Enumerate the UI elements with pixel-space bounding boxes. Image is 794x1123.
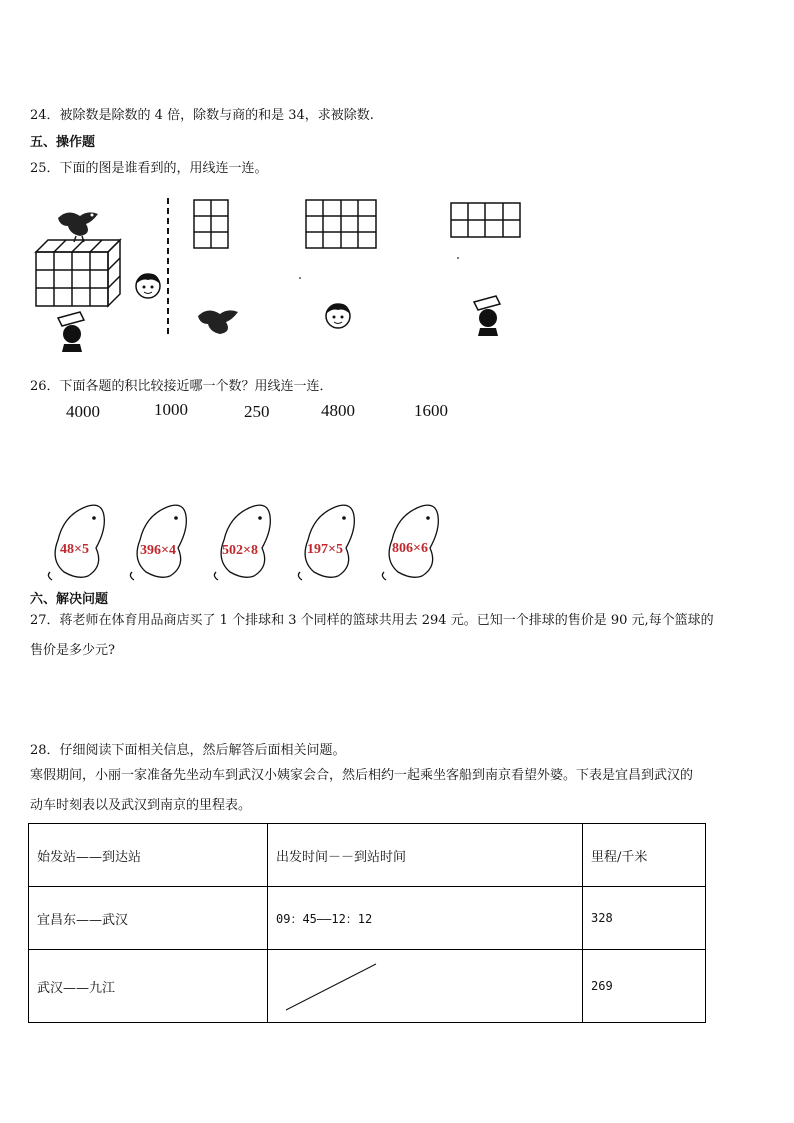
boy-hat-icon [58,312,84,352]
table-cell-route: 宜昌东——武汉 [29,887,268,950]
expression-label: 502×8 [222,543,258,558]
number-option: 250 [244,402,270,421]
number-option: 4800 [321,401,355,420]
question-26: 26．下面各题的积比较接近哪一个数？用线连一连． [30,379,333,394]
expression-label: 806×6 [392,541,428,556]
expression-label: 396×4 [140,543,176,558]
question-27 [30,606,770,666]
question-27-line-2: 售价是多少元? [30,643,115,658]
question-24: 24．被除数是除数的 4 倍，除数与商的和是 34，求被除数. [30,108,374,123]
diagonal-slash [268,950,568,1020]
number-option: 4000 [66,402,100,421]
question-28-para-line-1: 寒假期间，小丽一家准备先坐动车到武汉小姨家会合，然后相约一起乘坐客船到南京看望外婆。下表是宜昌到武汉的 [30,768,694,783]
table-cell-time: 09：45——12：12 [268,887,583,950]
table-cell-distance: 328 [583,887,706,950]
expression-label: 197×5 [307,542,343,557]
section-5-heading: 五、操作题 [30,135,96,150]
view-grid-3 [451,203,520,237]
section-6-heading: 六、解决问题 [30,592,109,607]
question-27-line-1: 27．蒋老师在体育用品商店买了 1 个排球和 3 个同样的篮球共用去 294 元。已知一个排球的售价是 90 元,每个篮球的 [30,613,714,628]
question-28-para-line-2: 动车时刻表以及武汉到南京的里程表。 [30,798,252,813]
table-header-cell: 里程/千米 [583,824,706,887]
question-25: 25．下面的图是谁看到的，用线连一连。 [30,161,268,176]
table-cell-distance: 269 [583,950,706,1023]
view-grid-1 [194,200,228,248]
expression-label: 48×5 [60,542,89,557]
table-cell-route: 武汉——九江 [29,950,268,1023]
number-option: 1000 [154,400,188,419]
train-schedule-table [28,823,706,1023]
bird-bottom-icon [198,310,238,334]
table-row [29,887,706,950]
question-28-paragraph [30,761,770,821]
table-cell-time-empty [268,950,583,1023]
cube-grid [36,240,120,306]
girl-face-icon [136,274,160,298]
question-28: 28．仔细阅读下面相关信息，然后解答后面相关问题。 [30,743,346,758]
table-header-row [29,824,706,887]
boy-hat-bottom-icon [474,296,500,336]
girl-face-bottom-icon [326,304,350,328]
table-header-cell: 出发时间－－到站时间 [268,824,583,887]
view-grid-2 [306,200,376,248]
q25-figure [28,190,548,360]
bird-top-icon [58,212,98,242]
table-row [29,950,706,1023]
table-header-cell: 始发站——到达站 [29,824,268,887]
number-option: 1600 [414,401,448,420]
